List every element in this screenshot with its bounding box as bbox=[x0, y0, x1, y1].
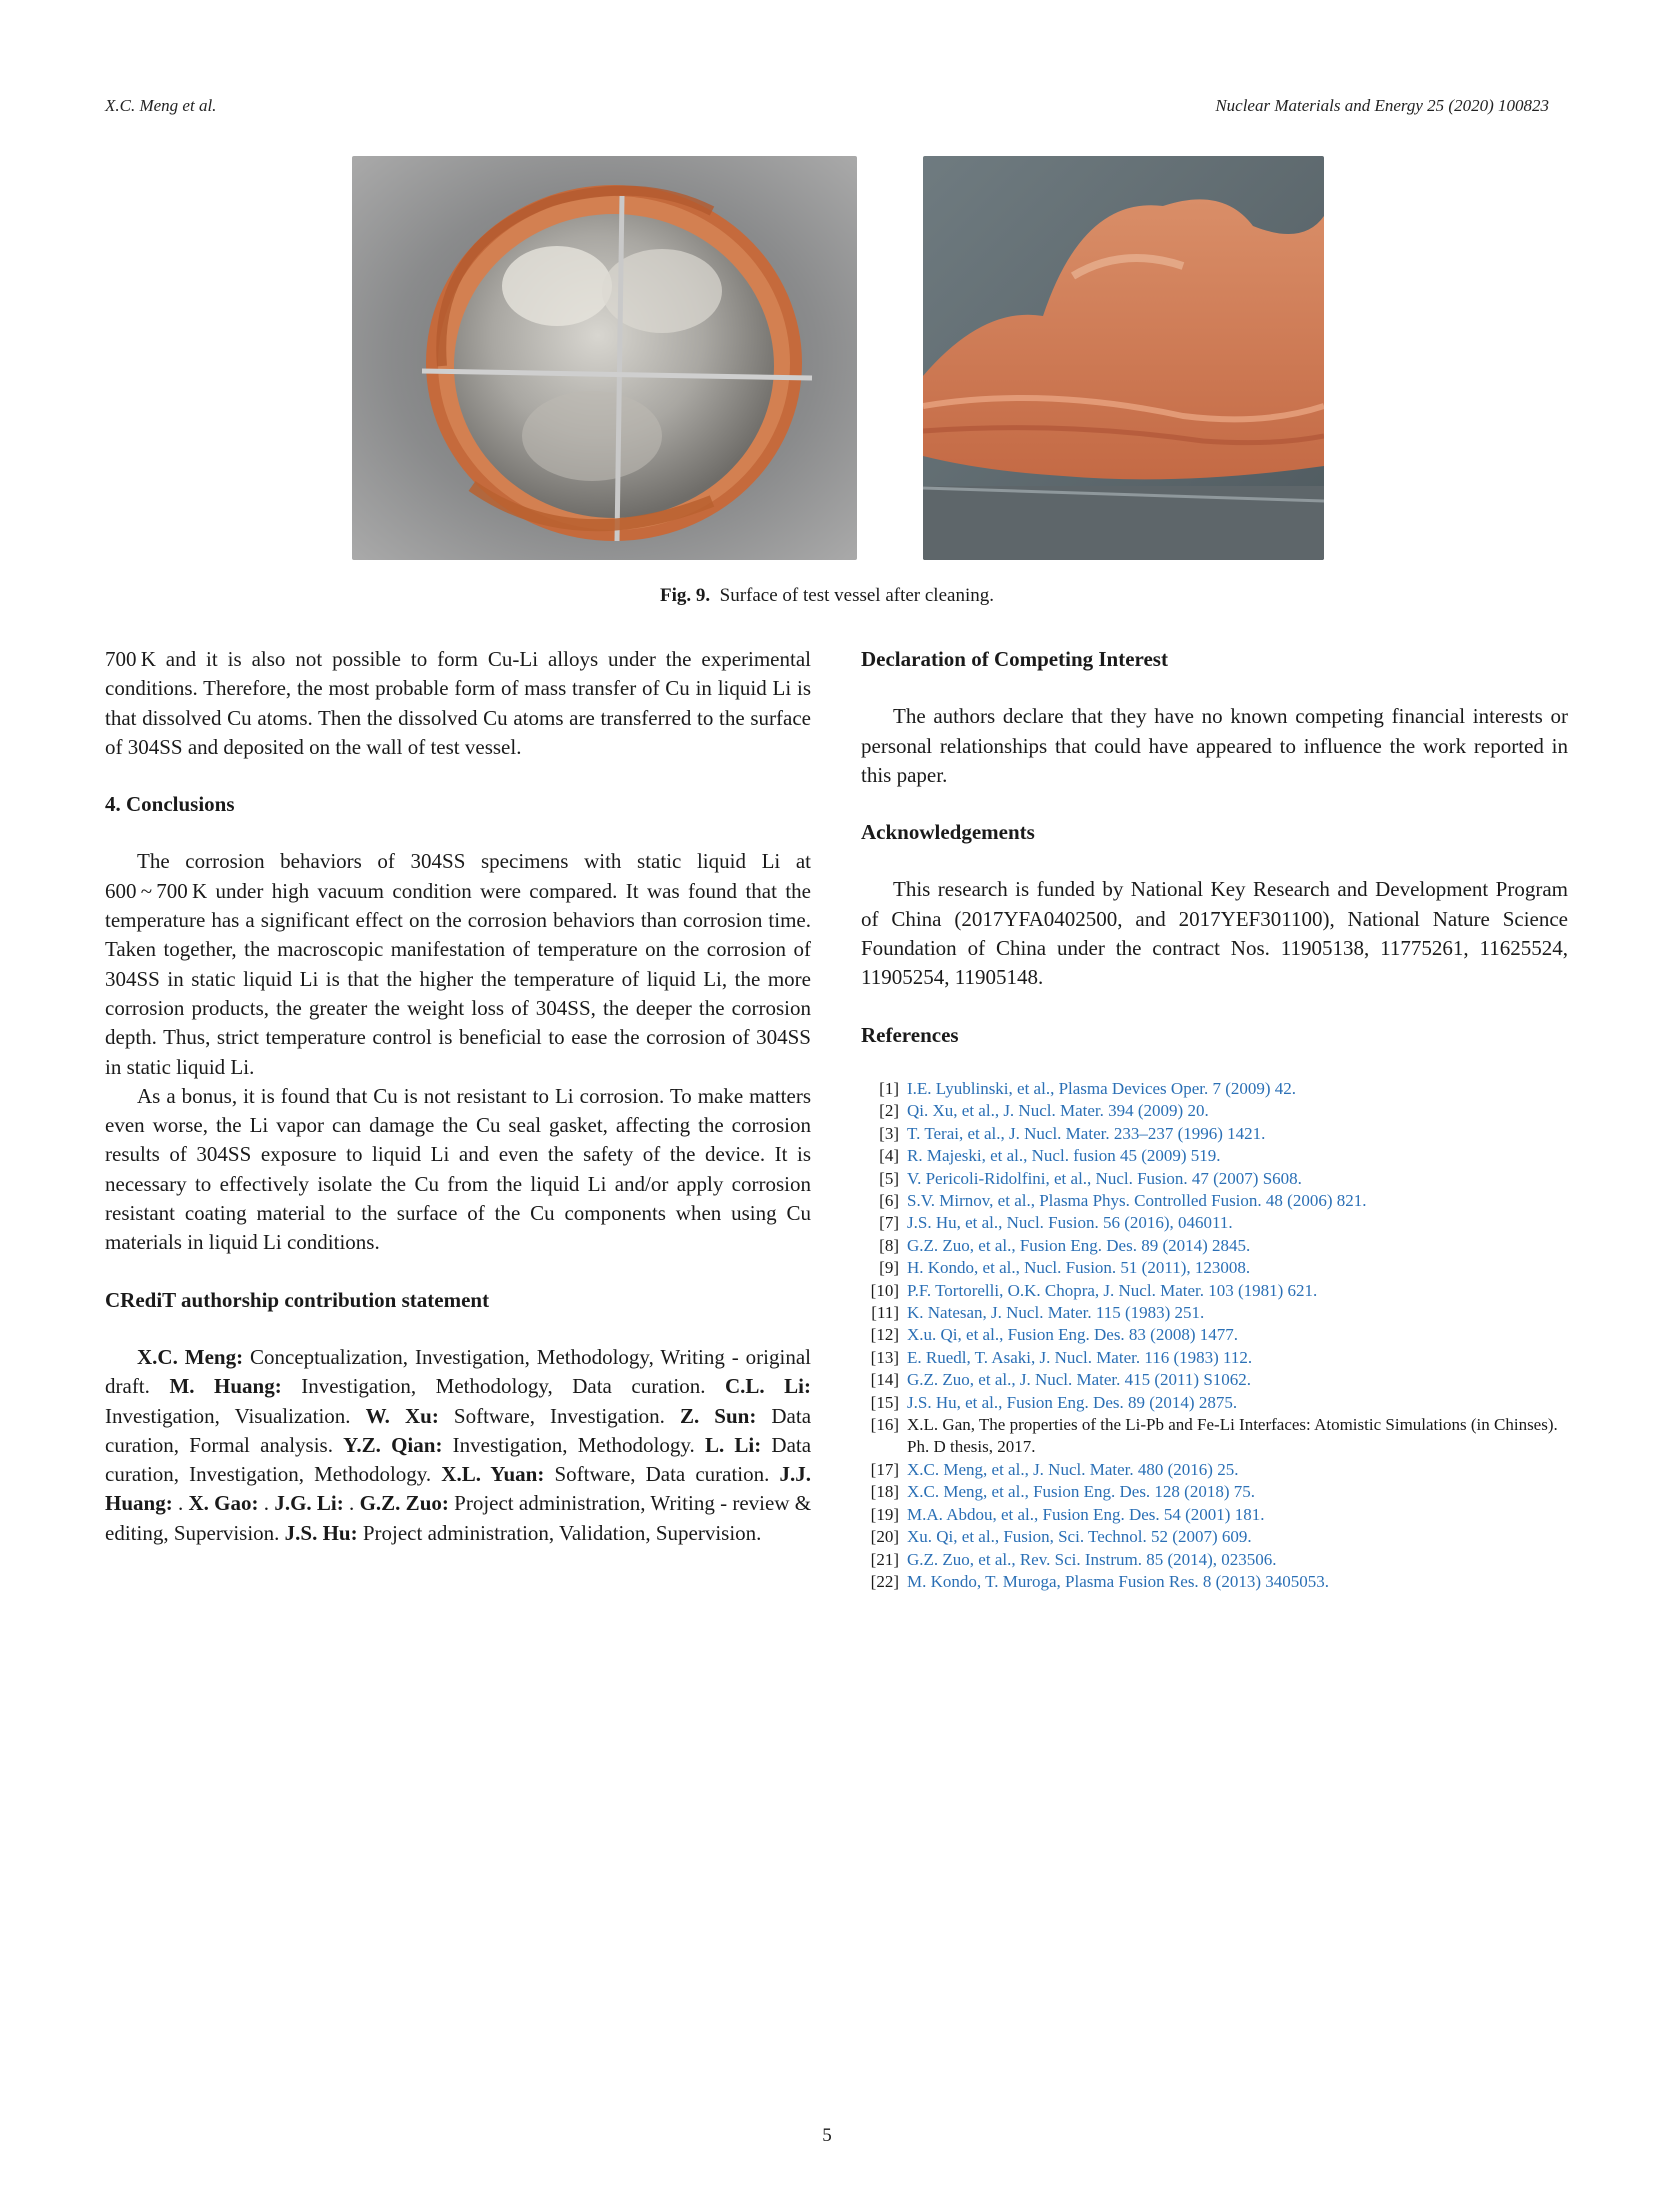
reference-item bbox=[861, 1504, 1568, 1526]
credit-author: J.G. Li: bbox=[274, 1491, 344, 1516]
running-header-authors: X.C. Meng et al. bbox=[105, 96, 217, 115]
reference-link[interactable]: G.Z. Zuo, et al., J. Nucl. Mater. 415 (2011) S1062. bbox=[907, 1370, 1252, 1390]
credit-author: M. Huang: bbox=[169, 1374, 282, 1399]
paragraph-continued: 700 K and it is also not possible to form Cu-Li alloys under the experimental conditions. Therefore, the most probable form of mass transfer of Cu in liquid Li is that dissolved Cu atoms. Then the dissolved Cu atoms are transferred to the surface of 304SS and deposited on the wall of test vessel. bbox=[105, 647, 811, 759]
credit-roles: Investigation, Visualization. bbox=[105, 1403, 351, 1428]
credit-roles: Software, Investigation. bbox=[453, 1403, 665, 1428]
credit-roles: Investigation, Methodology, Data curation. bbox=[301, 1374, 706, 1399]
reference-number: [4] bbox=[879, 1146, 899, 1166]
reference-link[interactable]: V. Pericoli-Ridolfini, et al., Nucl. Fusion. 47 (2007) S608. bbox=[907, 1168, 1302, 1188]
reference-number: [1] bbox=[879, 1078, 899, 1098]
reference-number: [20] bbox=[870, 1527, 899, 1547]
reference-item bbox=[861, 1212, 1568, 1234]
reference-link[interactable]: G.Z. Zuo, et al., Fusion Eng. Des. 89 (2014) 2845. bbox=[907, 1235, 1251, 1255]
section-heading-acknowledgements: Acknowledgements bbox=[861, 820, 1035, 845]
reference-item bbox=[861, 1145, 1568, 1167]
credit-roles: Investigation, Methodology. bbox=[452, 1432, 695, 1457]
reference-text: X.L. Gan, The properties of the Li-Pb and Fe-Li Interfaces: Atomistic Simulations (in Chinses). Ph. D thesis, 2017. bbox=[907, 1415, 1558, 1457]
reference-number: [17] bbox=[870, 1459, 899, 1479]
paragraph-conclusions-1: The corrosion behaviors of 304SS specimens with static liquid Li at 600 ~ 700 K under high vacuum condition were compared. It was found that the temperature has a significant effect on the corrosion behaviors than corrosion time. Taken together, the macroscopic manifestation of temperature on the corrosion of 304SS in static liquid Li is that the higher the temperature of liquid Li, the more corrosion products, the greater the weight loss of 304SS, the deeper the corrosion depth. Thus, strict temperature control is beneficial to ease the corrosion of 304SS in static liquid Li. bbox=[105, 849, 811, 1079]
credit-roles: . bbox=[349, 1491, 355, 1516]
reference-link[interactable]: T. Terai, et al., J. Nucl. Mater. 233–237 (1996) 1421. bbox=[907, 1123, 1266, 1143]
section-heading-conclusions: 4. Conclusions bbox=[105, 792, 235, 817]
reference-item bbox=[861, 1078, 1568, 1100]
credit-author: G.Z. Zuo: bbox=[359, 1491, 449, 1516]
credit-roles: Data curation, Formal analysis. bbox=[105, 1403, 812, 1457]
reference-number: [8] bbox=[879, 1235, 899, 1255]
reference-item bbox=[861, 1549, 1568, 1571]
reference-number: [12] bbox=[870, 1325, 899, 1345]
credit-author: Z. Sun: bbox=[679, 1403, 757, 1428]
figure-caption bbox=[0, 585, 1654, 607]
paragraph-competing-interest: The authors declare that they have no known competing financial interests or personal relationships that could have appeared to influence the work reported in this paper. bbox=[861, 704, 1568, 787]
figure-photo-vessel-top bbox=[352, 156, 857, 560]
credit-author: C.L. Li: bbox=[724, 1374, 812, 1399]
reference-link[interactable]: J.S. Hu, et al., Nucl. Fusion. 56 (2016), 046011. bbox=[907, 1213, 1233, 1233]
credit-author: X.C. Meng: bbox=[137, 1344, 244, 1369]
reference-item bbox=[861, 1369, 1568, 1391]
figure-label: Fig. 9. bbox=[660, 585, 711, 606]
reference-item bbox=[861, 1347, 1568, 1369]
credit-roles: Software, Data curation. bbox=[554, 1462, 770, 1487]
credit-roles: . bbox=[177, 1491, 184, 1516]
reference-link[interactable]: Xu. Qi, et al., Fusion, Sci. Technol. 52 (2007) 609. bbox=[907, 1527, 1252, 1547]
reference-link[interactable]: I.E. Lyublinski, et al., Plasma Devices Oper. 7 (2009) 42. bbox=[907, 1078, 1297, 1098]
credit-roles: Data curation, Investigation, Methodology. bbox=[105, 1432, 812, 1487]
reference-link[interactable]: M.A. Abdou, et al., Fusion Eng. Des. 54 (2001) 181. bbox=[907, 1504, 1265, 1524]
section-heading-competing-interest: Declaration of Competing Interest bbox=[861, 647, 1168, 671]
reference-link[interactable]: M. Kondo, T. Muroga, Plasma Fusion Res. 8 (2013) 3405053. bbox=[907, 1571, 1330, 1591]
reference-link[interactable]: E. Ruedl, T. Asaki, J. Nucl. Mater. 116 (1983) 112. bbox=[907, 1347, 1253, 1367]
reference-number: [15] bbox=[870, 1392, 899, 1412]
credit-author: Y.Z. Qian: bbox=[343, 1432, 443, 1457]
reference-number: [16] bbox=[870, 1415, 899, 1435]
reference-item bbox=[861, 1302, 1568, 1324]
reference-item bbox=[861, 1414, 1568, 1459]
reference-link[interactable]: P.F. Tortorelli, O.K. Chopra, J. Nucl. Mater. 103 (1981) 621. bbox=[907, 1280, 1318, 1300]
reference-link[interactable]: X.C. Meng, et al., Fusion Eng. Des. 128 (2018) 75. bbox=[907, 1482, 1256, 1502]
credit-author: X.L. Yuan: bbox=[441, 1462, 545, 1487]
credit-author: J.J. Huang: bbox=[105, 1462, 811, 1516]
reference-item bbox=[861, 1100, 1568, 1122]
section-heading-credit: CRediT authorship contribution statement bbox=[105, 1287, 490, 1312]
reference-number: [10] bbox=[870, 1280, 899, 1300]
credit-roles: Project administration, Writing - review & editing, Supervision. bbox=[105, 1491, 812, 1545]
right-column bbox=[861, 645, 1568, 1593]
reference-link[interactable]: J.S. Hu, et al., Fusion Eng. Des. 89 (2014) 2875. bbox=[907, 1392, 1238, 1412]
figure-caption-text: Surface of test vessel after cleaning. bbox=[719, 585, 994, 606]
reference-number: [19] bbox=[870, 1504, 899, 1524]
reference-link[interactable]: X.C. Meng, et al., J. Nucl. Mater. 480 (2016) 25. bbox=[907, 1459, 1239, 1479]
reference-item bbox=[861, 1392, 1568, 1414]
reference-item bbox=[861, 1168, 1568, 1190]
left-column bbox=[105, 645, 811, 1548]
reference-list bbox=[861, 1078, 1568, 1593]
reference-number: [9] bbox=[879, 1258, 899, 1278]
reference-link[interactable]: R. Majeski, et al., Nucl. fusion 45 (2009) 519. bbox=[907, 1146, 1221, 1166]
reference-number: [18] bbox=[870, 1482, 899, 1502]
reference-link[interactable]: S.V. Mirnov, et al., Plasma Phys. Controlled Fusion. 48 (2006) 821. bbox=[907, 1191, 1367, 1210]
reference-item bbox=[861, 1459, 1568, 1481]
paragraph-conclusions-2: As a bonus, it is found that Cu is not resistant to Li corrosion. To make matters even worse, the Li vapor can damage the Cu seal gasket, affecting the corrosion results of 304SS exposure to liquid Li and even the safety of the device. It is necessary to effectively isolate the Cu from the liquid Li and/or apply corrosion resistant coating material to the surface of the Cu components when using Cu materials in liquid Li conditions. bbox=[105, 1083, 811, 1255]
credit-statement bbox=[105, 1343, 811, 1548]
credit-roles: . bbox=[263, 1491, 270, 1516]
reference-number: [5] bbox=[879, 1168, 899, 1188]
reference-link[interactable]: H. Kondo, et al., Nucl. Fusion. 51 (2011), 123008. bbox=[907, 1258, 1251, 1278]
reference-link[interactable]: G.Z. Zuo, et al., Rev. Sci. Instrum. 85 (2014), 023506. bbox=[907, 1549, 1277, 1569]
reference-number: [6] bbox=[879, 1191, 899, 1210]
running-header-journal: Nuclear Materials and Energy 25 (2020) 100823 bbox=[1215, 96, 1549, 115]
reference-item bbox=[861, 1571, 1568, 1593]
page-number: 5 bbox=[822, 2125, 832, 2146]
reference-number: [13] bbox=[870, 1347, 899, 1367]
reference-item bbox=[861, 1235, 1568, 1257]
section-heading-references: References bbox=[861, 1022, 959, 1047]
credit-roles: Conceptualization, Investigation, Methodology, Writing - original draft. bbox=[105, 1344, 811, 1399]
reference-item bbox=[861, 1481, 1568, 1503]
credit-roles: Project administration, Validation, Supervision. bbox=[362, 1520, 762, 1545]
reference-item bbox=[861, 1190, 1568, 1212]
reference-number: [7] bbox=[879, 1213, 899, 1233]
reference-number: [22] bbox=[870, 1571, 899, 1591]
paragraph-acknowledgements: This research is funded by National Key Research and Development Program of China (2017YFA0402500, and 2017YEF301100), National Nature Science Foundation of China under the contract Nos. 11905138, 11775261, 11625524, 11905254, 11905148. bbox=[861, 877, 1568, 990]
figure-photo-vessel-wall bbox=[923, 156, 1324, 560]
reference-link[interactable]: Qi. Xu, et al., J. Nucl. Mater. 394 (2009) 20. bbox=[907, 1101, 1209, 1121]
reference-number: [3] bbox=[879, 1123, 899, 1143]
credit-author: W. Xu: bbox=[365, 1403, 439, 1428]
reference-number: [21] bbox=[870, 1549, 899, 1569]
reference-number: [2] bbox=[879, 1101, 899, 1121]
credit-author: X. Gao: bbox=[188, 1491, 259, 1516]
reference-number: [14] bbox=[870, 1370, 899, 1390]
reference-item bbox=[861, 1123, 1568, 1145]
credit-author: L. Li: bbox=[704, 1432, 762, 1457]
reference-item bbox=[861, 1526, 1568, 1548]
reference-item bbox=[861, 1324, 1568, 1346]
reference-number: [11] bbox=[871, 1303, 899, 1323]
reference-link[interactable]: X.u. Qi, et al., Fusion Eng. Des. 83 (2008) 1477. bbox=[907, 1325, 1239, 1345]
reference-item bbox=[861, 1280, 1568, 1302]
credit-author: J.S. Hu: bbox=[284, 1520, 358, 1545]
reference-item bbox=[861, 1257, 1568, 1279]
reference-link[interactable]: K. Natesan, J. Nucl. Mater. 115 (1983) 251. bbox=[907, 1303, 1205, 1323]
